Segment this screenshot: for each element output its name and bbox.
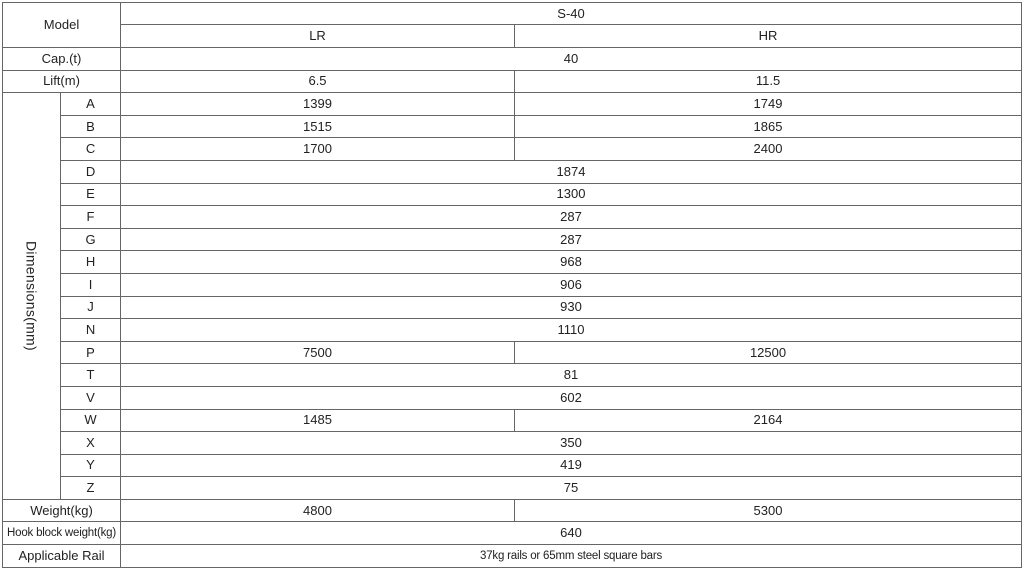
- dimension-hr: 2164: [515, 409, 1022, 432]
- dimension-row: [3, 138, 1022, 161]
- dimension-value: 75: [121, 477, 1022, 500]
- dimension-row: [3, 386, 1022, 409]
- dimension-row: [3, 228, 1022, 251]
- dimension-row: [3, 93, 1022, 116]
- header-row: [3, 3, 1022, 48]
- lift-hr: 11.5: [515, 70, 1022, 93]
- dimension-value: 81: [121, 364, 1022, 387]
- dimension-row: [3, 296, 1022, 319]
- dimension-row: [3, 115, 1022, 138]
- dimension-hr: 1865: [515, 115, 1022, 138]
- dimension-hr: 12500: [515, 341, 1022, 364]
- dimension-row: [3, 454, 1022, 477]
- col-hr-header: HR: [758, 28, 778, 43]
- cap-value: 40: [121, 48, 1022, 71]
- dimension-value: 906: [121, 273, 1022, 296]
- dimension-row: [3, 319, 1022, 342]
- dimension-value: 1874: [121, 160, 1022, 183]
- dimension-key: N: [61, 319, 121, 342]
- dimension-value: 968: [121, 251, 1022, 274]
- lift-label: Lift(m): [3, 70, 121, 93]
- dimension-value: 602: [121, 386, 1022, 409]
- weight-label: Weight(kg): [3, 499, 121, 522]
- dimension-row: [3, 183, 1022, 206]
- dimension-key: P: [61, 341, 121, 364]
- hook-block-label: Hook block weight(kg): [3, 522, 121, 545]
- dimension-value: 350: [121, 432, 1022, 455]
- dimension-key: J: [61, 296, 121, 319]
- dimension-key: X: [61, 432, 121, 455]
- lift-lr: 6.5: [121, 70, 515, 93]
- cap-label: Cap.(t): [3, 48, 121, 71]
- dimension-row: [3, 160, 1022, 183]
- weight-hr: 5300: [515, 499, 1022, 522]
- rail-label: Applicable Rail: [3, 545, 121, 568]
- dimension-lr: 1399: [121, 93, 515, 116]
- dimension-key: Z: [61, 477, 121, 500]
- dimension-row: [3, 273, 1022, 296]
- dimension-row: [3, 477, 1022, 500]
- dimension-row: [3, 251, 1022, 274]
- weight-row: [3, 499, 1022, 522]
- dimension-value: 1300: [121, 183, 1022, 206]
- model-value: S-40: [121, 3, 1021, 25]
- cap-row: [3, 48, 1022, 71]
- dimension-key: W: [61, 409, 121, 432]
- dimension-hr: 2400: [515, 138, 1022, 161]
- dimension-row: [3, 206, 1022, 229]
- dimension-key: H: [61, 251, 121, 274]
- spec-table: [2, 2, 1022, 568]
- dimension-row: [3, 364, 1022, 387]
- dimension-row: [3, 341, 1022, 364]
- dimension-key: G: [61, 228, 121, 251]
- dimension-lr: 1700: [121, 138, 515, 161]
- model-label: Model: [3, 3, 121, 48]
- dimension-key: B: [61, 115, 121, 138]
- dimension-value: 419: [121, 454, 1022, 477]
- weight-lr: 4800: [121, 499, 515, 522]
- dimension-hr: 1749: [515, 93, 1022, 116]
- dimension-lr: 1485: [121, 409, 515, 432]
- hook-block-value: 640: [121, 522, 1022, 545]
- dimension-key: D: [61, 160, 121, 183]
- dimension-value: 287: [121, 228, 1022, 251]
- dimension-key: Y: [61, 454, 121, 477]
- dimension-key: T: [61, 364, 121, 387]
- dimension-key: V: [61, 386, 121, 409]
- dimension-lr: 7500: [121, 341, 515, 364]
- dimension-value: 1110: [121, 319, 1022, 342]
- dimension-key: E: [61, 183, 121, 206]
- dimension-row: [3, 409, 1022, 432]
- dimension-row: [3, 432, 1022, 455]
- dimension-value: 287: [121, 206, 1022, 229]
- dimension-lr: 1515: [121, 115, 515, 138]
- dimensions-label: Dimensions(mm): [23, 241, 40, 352]
- hook-block-row: [3, 522, 1022, 545]
- dimension-key: C: [61, 138, 121, 161]
- dimension-key: A: [61, 93, 121, 116]
- dimension-value: 930: [121, 296, 1022, 319]
- rail-row: [3, 545, 1022, 568]
- lift-row: [3, 70, 1022, 93]
- rail-value: 37kg rails or 65mm steel square bars: [121, 545, 1022, 568]
- dimension-key: F: [61, 206, 121, 229]
- dimension-key: I: [61, 273, 121, 296]
- col-lr-header: LR: [121, 25, 515, 47]
